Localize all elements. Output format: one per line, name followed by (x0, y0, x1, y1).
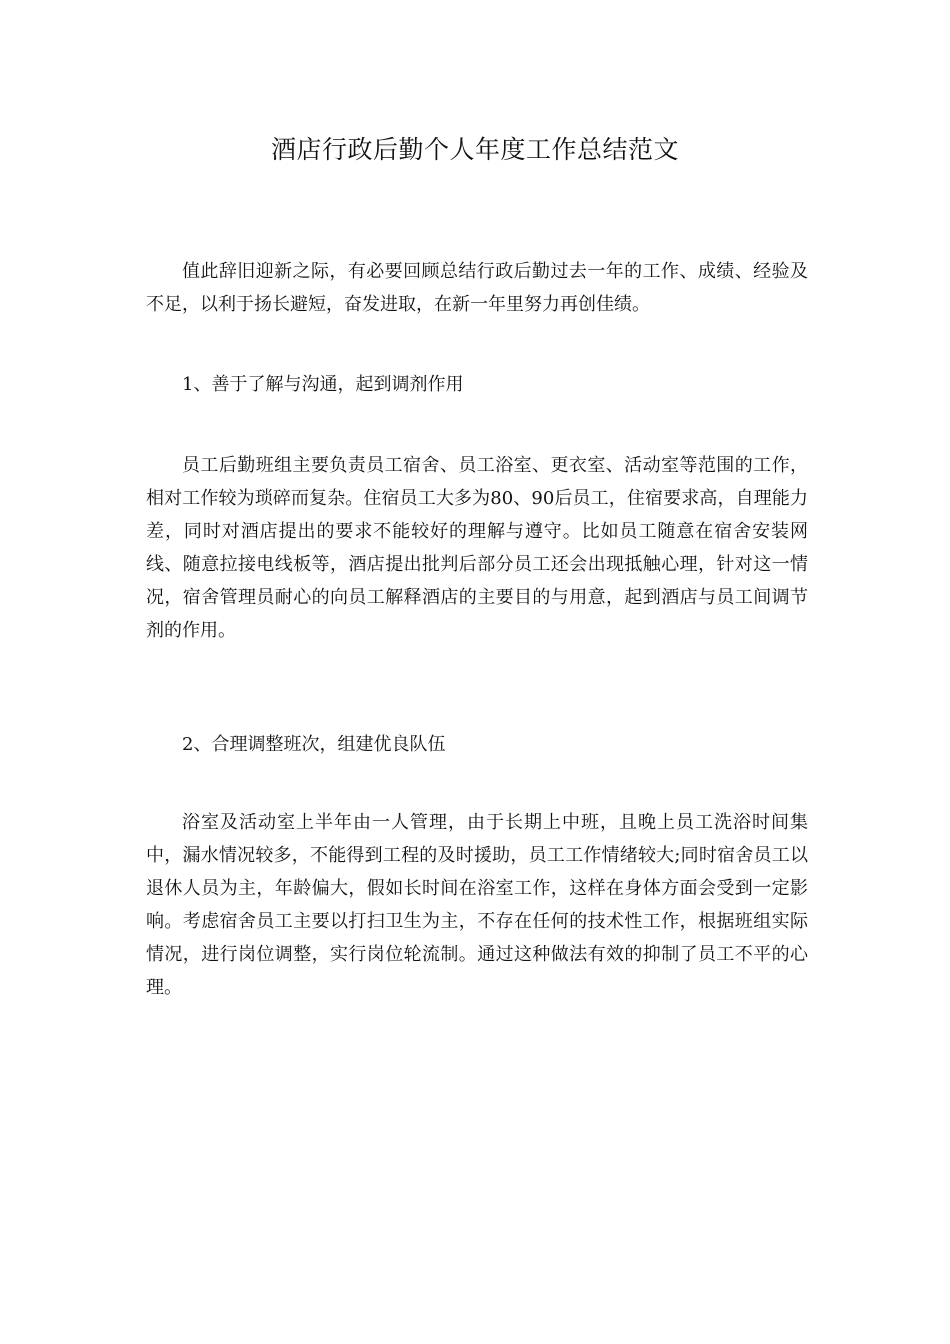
section-heading-1: 1、善于了解与沟通，起到调剂作用 (182, 374, 464, 395)
section-heading-2: 2、合理调整班次，组建优良队伍 (182, 734, 446, 755)
section-2-paragraph: 浴室及活动室上半年由一人管理，由于长期上中班，且晚上员工洗浴时间集中，漏水情况较多，不能得到工程的及时援助，员工工作情绪较大;同时宿舍员工以退休人员为主，年龄偏大，假如长时间在浴室工作，这样在身体方面会受到一定影响。考虑宿舍员工主要以打扫卫生为主，不存在任何的技术性工作，根据班组实际情况，进行岗位调整，实行岗位轮流制。通过这种做法有效的抑制了员工不平的心理。 (146, 812, 808, 998)
document-title: 酒店行政后勤个人年度工作总结范文 (270, 135, 679, 164)
intro-paragraph: 值此辞旧迎新之际，有必要回顾总结行政后勤过去一年的工作、成绩、经验及不足，以利于扬长避短，奋发进取，在新一年里努力再创佳绩。 (146, 261, 808, 315)
section-1-paragraph: 员工后勤班组主要负责员工宿舍、员工浴室、更衣室、活动室等范围的工作，相对工作较为琐碎而复杂。住宿员工大多为80、90后员工，住宿要求高，自理能力差，同时对酒店提出的要求不能较好的理解与遵守。比如员工随意在宿舍安装网线、随意拉接电线板等，酒店提出批判后部分员工还会出现抵触心理，针对这一情况，宿舍管理员耐心的向员工解释酒店的主要目的与用意，起到酒店与员工间调节剂的作用。 (146, 455, 808, 641)
